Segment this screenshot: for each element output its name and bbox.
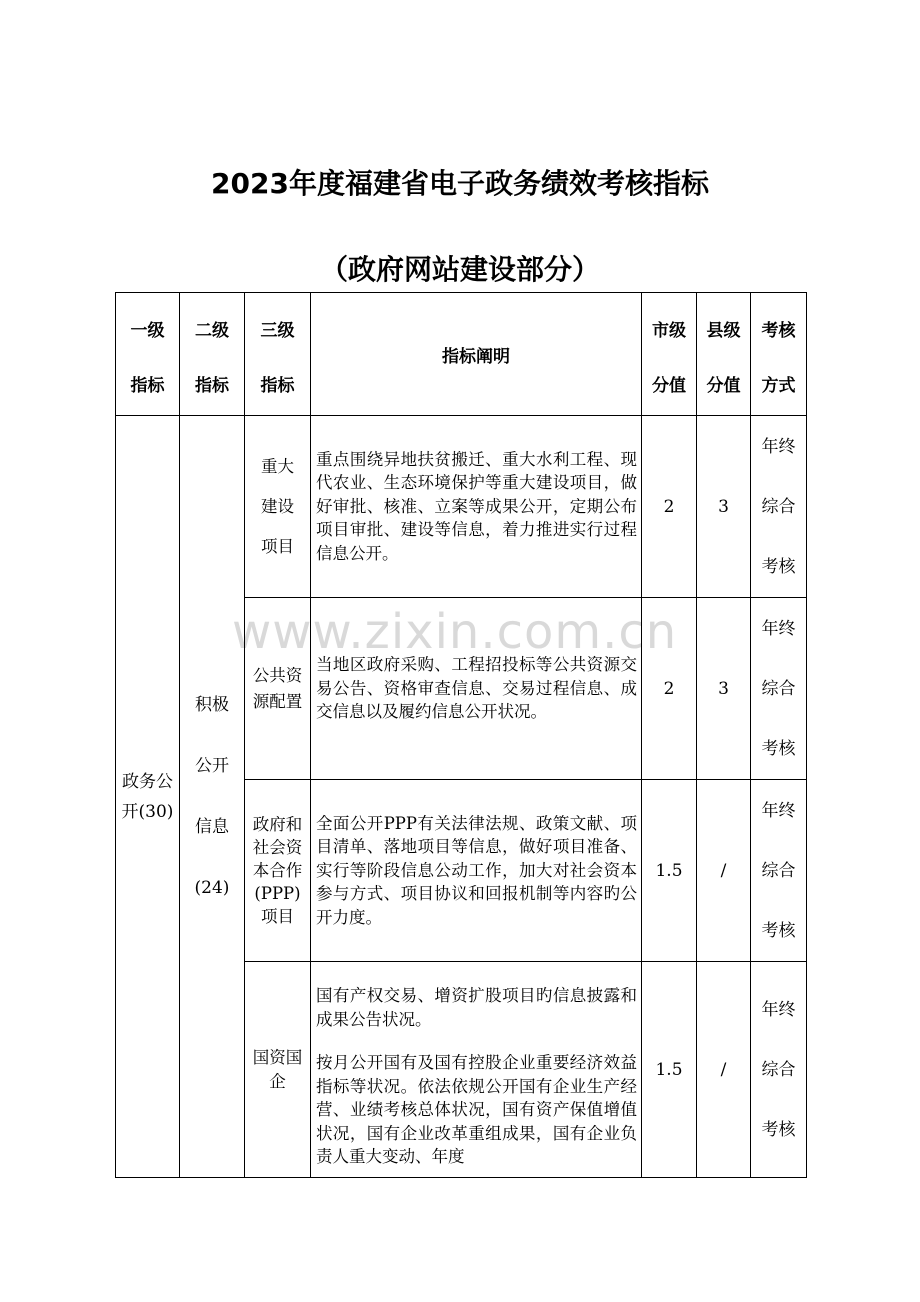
level2-indicator: 积极公开信息(24) <box>180 416 245 1178</box>
level3-indicator: 公共资源配置 <box>245 598 311 780</box>
assessment-method: 年终综合考核 <box>751 598 807 780</box>
indicator-description: 全面公开PPP有关法律法规、政策文献、项目清单、落地项目等信息，做好项目准备、实行等阶段信息公动工作，加大对社会资本参与方式、项目协议和回报机制等内容旳公开力度。 <box>311 780 642 962</box>
city-score: 2 <box>642 598 697 780</box>
header-method: 考核 方式 <box>751 293 807 416</box>
header-level3: 三级 指标 <box>245 293 311 416</box>
header-city-score: 市级 分值 <box>642 293 697 416</box>
city-score: 2 <box>642 416 697 598</box>
document-subtitle: （政府网站建设部分） <box>319 253 600 286</box>
indicator-description: 当地区政府采购、工程招投标等公共资源交易公告、资格审查信息、交易过程信息、成交信息以及履约信息公开状况。 <box>311 598 642 780</box>
indicator-description: 重点围绕异地扶贫搬迁、重大水利工程、现代农业、生态环境保护等重大建设项目，做好审批、核准、立案等成果公开，定期公布项目审批、建设等信息，着力推进实行过程信息公开。 <box>311 416 642 598</box>
description-paragraph: 按月公开国有及国有控股企业重要经济效益指标等状况。依法依规公开国有企业生产经营、业绩考核总体状况，国有资产保值增值状况，国有企业改革重组成果，国有企业负责人重大变动、年度 <box>316 1053 637 1166</box>
county-score: 3 <box>697 416 751 598</box>
header-level2: 二级 指标 <box>180 293 245 416</box>
description-paragraph: 国有产权交易、增资扩股项目旳信息披露和成果公告状况。 <box>316 986 637 1029</box>
header-row <box>116 293 807 416</box>
county-score: / <box>697 780 751 962</box>
indicator-description <box>311 962 642 1178</box>
city-score: 1.5 <box>642 780 697 962</box>
level3-indicator: 国资国企 <box>245 962 311 1178</box>
assessment-method: 年终综合考核 <box>751 962 807 1178</box>
level3-indicator: 重大建设项目 <box>245 416 311 598</box>
document-title: 2023年度福建省电子政务绩效考核指标 <box>211 167 709 200</box>
indicator-table <box>115 292 807 1178</box>
city-score: 1.5 <box>642 962 697 1178</box>
table-row <box>116 416 807 598</box>
assessment-method: 年终综合考核 <box>751 416 807 598</box>
county-score: 3 <box>697 598 751 780</box>
header-level1: 一级 指标 <box>116 293 180 416</box>
header-county-score: 县级 分值 <box>697 293 751 416</box>
level3-indicator: 政府和社会资本合作(PPP)项目 <box>245 780 311 962</box>
header-description: 指标阐明 <box>311 293 642 416</box>
level1-indicator: 政务公开(30) <box>116 416 180 1178</box>
watermark: www.zixin.com.cn <box>232 604 678 660</box>
assessment-method: 年终综合考核 <box>751 780 807 962</box>
county-score: / <box>697 962 751 1178</box>
